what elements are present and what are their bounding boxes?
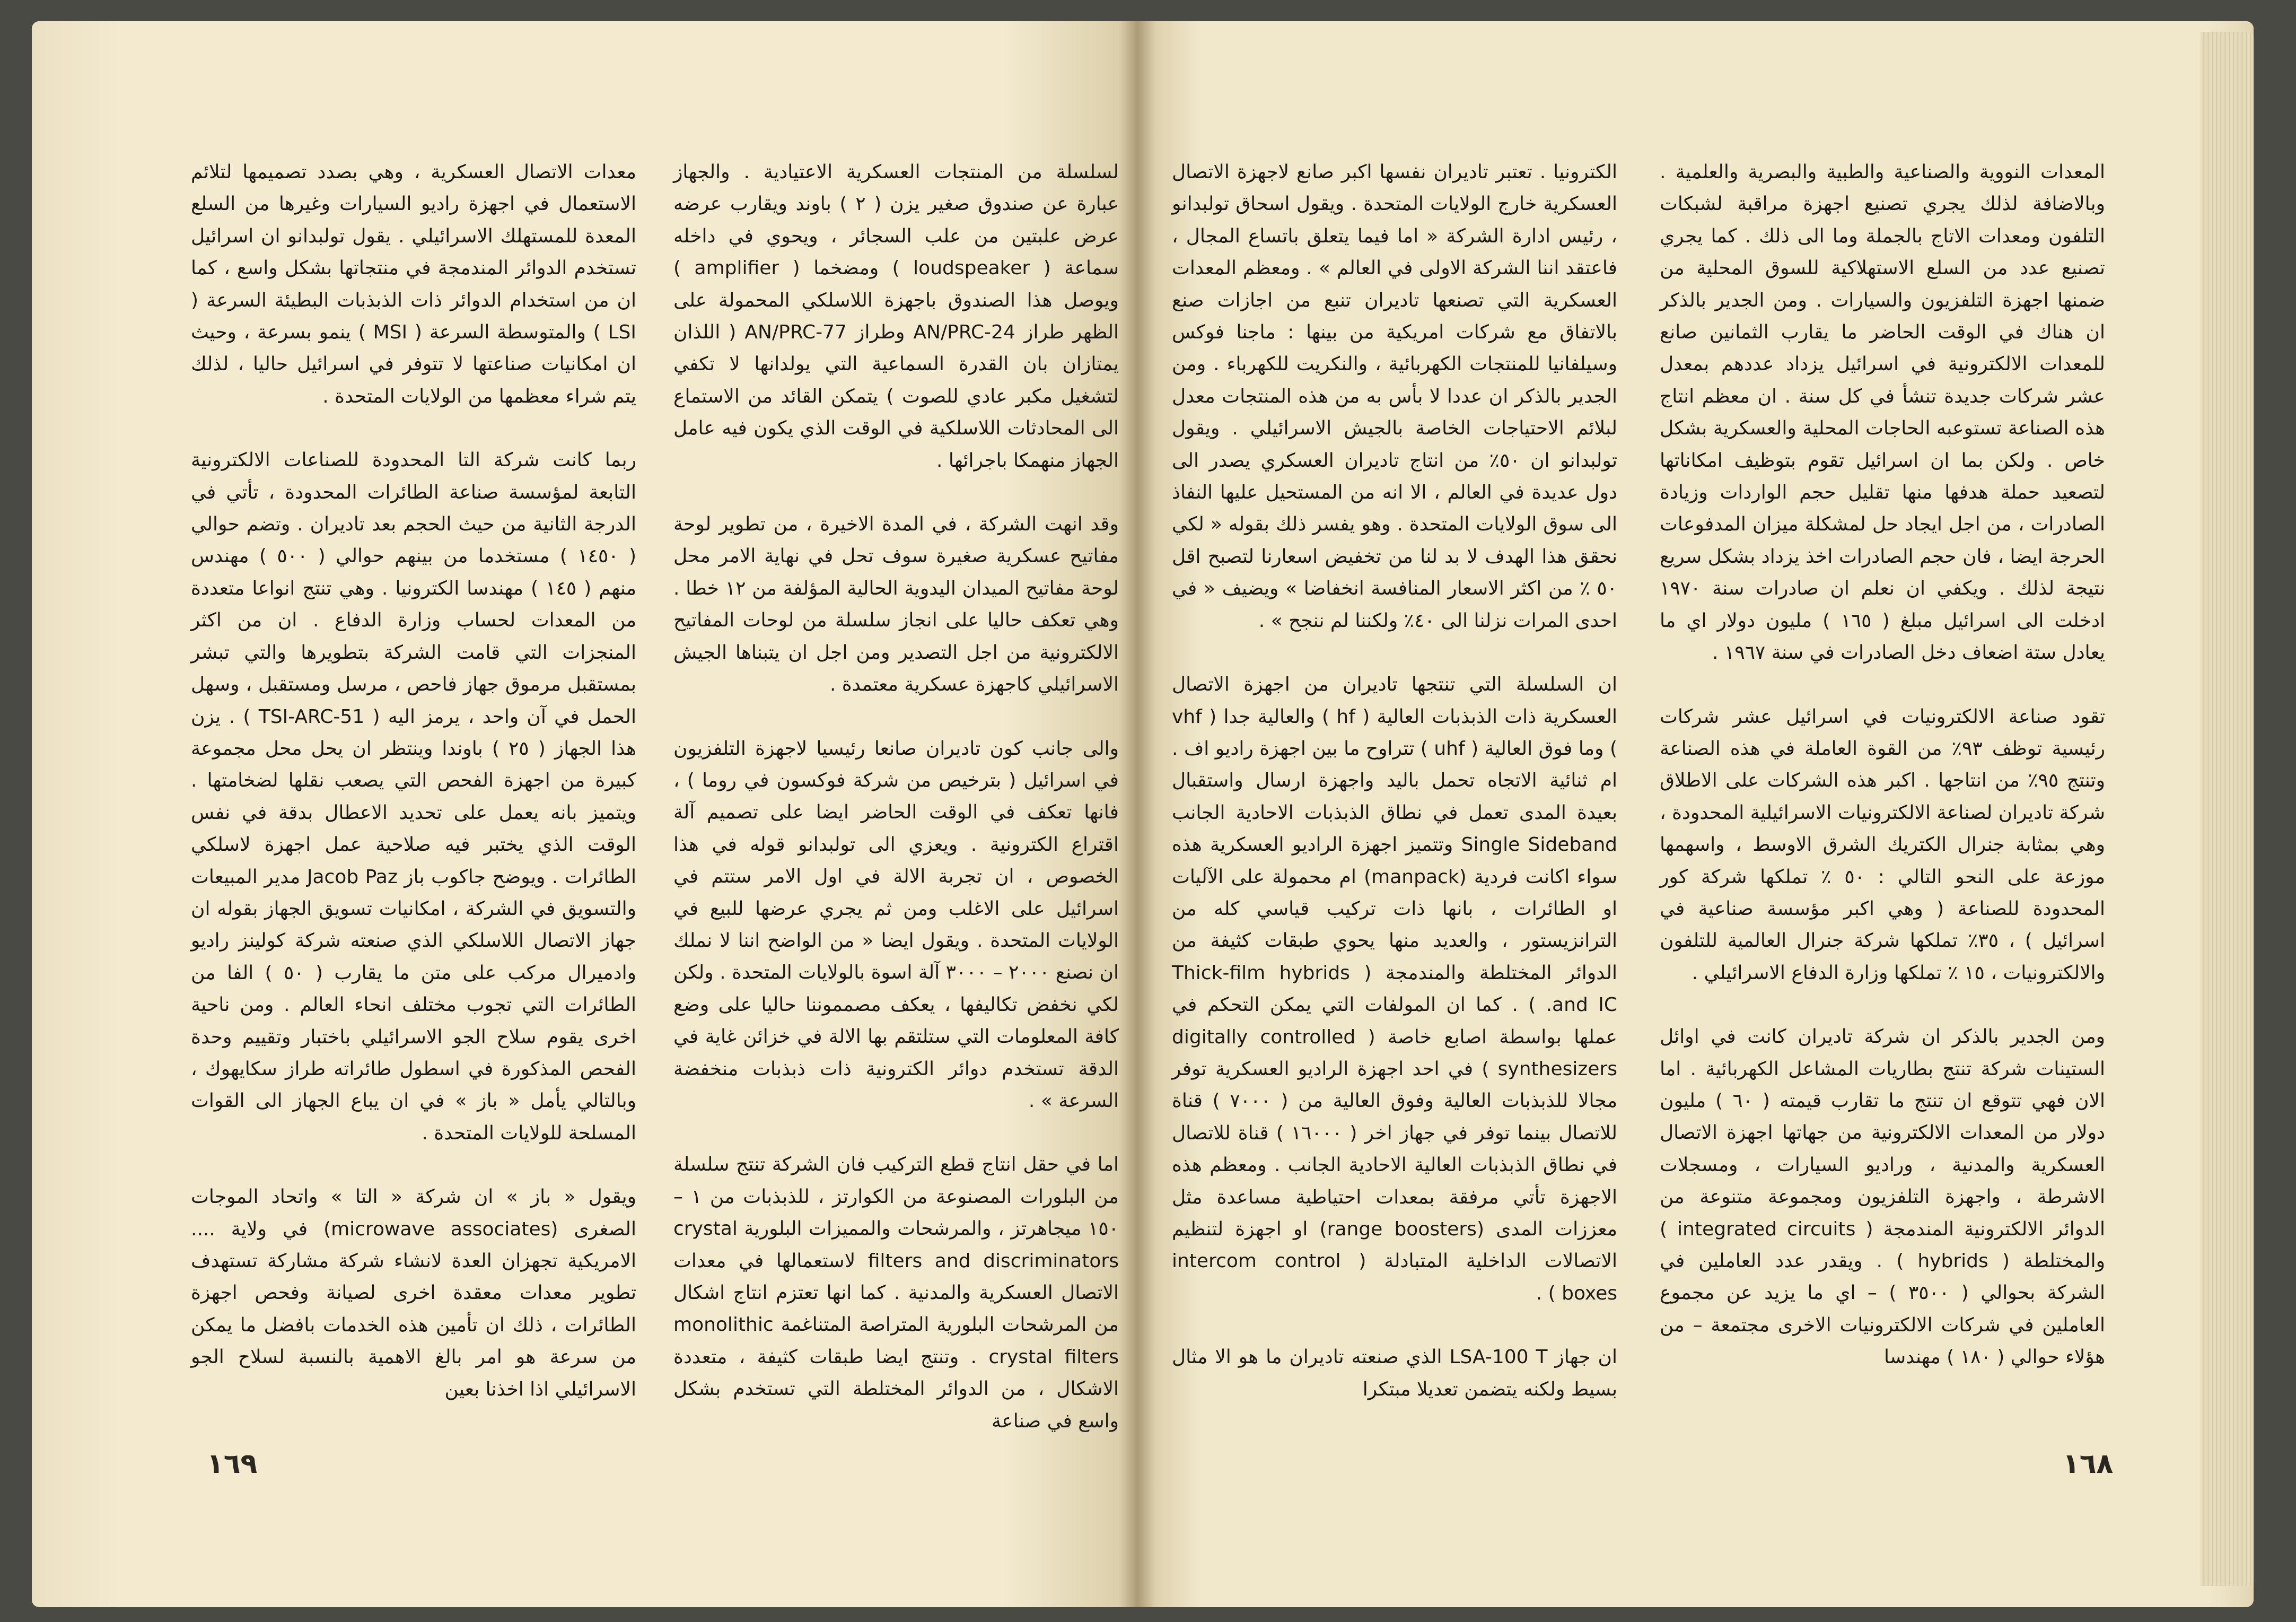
- page-number: ١٦٩: [207, 1448, 258, 1480]
- paragraph: المعدات النووية والصناعية والطبية والبصرية والعلمية . وبالاضافة لذلك يجري تصنيع اجهزة مراقبة لشبكات التلفون ومعدات الاتاج بالجملة وما الى ذلك . كما يجري تصنيع عدد من السلع الاستهلاكية للسوق المحلية من ضمنها اجهزة التلفزيون والسيارات . ومن الجدير بالذكر ان هناك في الوقت الحاضر ما يقارب الثمانين صانع للمعدات الالكترونية في اسرائيل يزداد عددهم بمعدل عشر شركات جديدة تنشأ في كل سنة . ان معظم انتاج هذه الصناعة تستوعبه الحاجات المحلية والعسكرية بشكل خاص . ولكن بما ان اسرائيل تقوم بتوظيف امكاناتها لتصعيد حملة هدفها منها تقليل حجم الواردات وزيادة الصادرات ، من اجل ايجاد حل لمشكلة ميزان المدفوعات الحرجة ايضا ، فان حجم الصادرات اخذ يزداد بشكل سريع نتيجة لذلك . ويكفي ان نعلم ان صادرات سنة ١٩٧٠ ادخلت الى اسرائيل مبلغ ( ١٦٥ ) مليون دولار اي ما يعادل ستة اضعاف دخل الصادرات في سنة ١٩٦٧ .: [1660, 161, 2106, 664]
- left-page: [32, 21, 1135, 1607]
- right-page-right-column: [1660, 156, 2105, 1392]
- paragraph: ومن الجدير بالذكر ان شركة تاديران كانت في اوائل الستينات شركة تنتج بطاريات المشاعل الكهربائية . اما الان فهي تتوقع ان تنتج ما تقارب قيمته ( ٦٠ ) مليون دولار من المعدات الالكترونية من جهاتها اجهزة الاتصال العسكرية والمدنية ، وراديو السيارات ، ومسجلات الاشرطة ، واجهزة التلفزيون ومجموعة متنوعة من الدوائر الالكترونية المندمجة ( integrated circuits ) والمختلطة ( hybrids ) . ويقدر عدد العاملين في الشركة بحوالي ( ٣٥٠٠ ) – اي ما يزيد عن مجموع العاملين في شركات الالكترونيات الاخرى مجتمعة – من هؤلاء حوالي ( ١٨٠ ) مهندسا: [1660, 1026, 2106, 1368]
- paragraph: تقود صناعة الالكترونيات في اسرائيل عشر شركات رئيسية توظف ٩٣٪ من القوة العاملة في هذه الصناعة وتنتج ٩٥٪ من انتاجها . اكبر هذه الشركات على الاطلاق شركة تاديران لصناعة الالكترونيات الاسرائيلية المحدودة ، وهي بمثابة جنرال الكتريك الشرق الاوسط ، واسهمها موزعة على النحو التالي : ٥٠ ٪ تملكها شركة كور المحدودة للصناعة ( وهي اكبر مؤسسة صناعية في اسرائيل ) ، ٣٥٪ تملكها شركة جنرال العالمية للتلفون والالكترونيات ، ١٥ ٪ تملكها وزارة الدفاع الاسرائيلي .: [1660, 705, 2105, 984]
- paragraph: ان السلسلة التي تنتجها تاديران من اجهزة الاتصال العسكرية ذات الذبذبات العالية ( hf ) والعالية جدا ( vhf ) وما فوق العالية ( uhf ) تتراوح ما بين اجهزة راديو اف . ام ثنائية الاتجاه تحمل باليد واجهزة ارسال واستقبال بعيدة المدى تعمل في نطاق الذبذبات الاحادية الجانب Single Sideband وتتميز اجهزة الراديو العسكرية هذه سواء اكانت فردية (manpack) ام محمولة على الآليات او الطائرات ، بانها ذات تركيب قياسي كله من الترانزيستور ، والعديد منها يحوي طبقات كثيفة من الدوائر المختلطة والمندمجة ( Thick-film hybrids and IC. ) . كما ان المولفات التي يمكن التحكم في عملها بواسطة اصابع خاصة ( digitally controlled synthesizers ) في احد اجهزة الراديو العسكرية توفر مجالا للذبذبات العالية وفوق العالية من ( ٧٠٠٠ ) قناة للاتصال بينما توفر في جهاز اخر ( ١٦٠٠٠ ) قناة للاتصال في نطاق الذبذبات العالية الاحادية الجانب . ومعظم هذه الاجهزة تأتي مرفقة بمعدات احتياطية مساعدة مثل معززات المدى (range boosters) او اجهزة لتنظيم الاتصالات الداخلية المتبادلة ( intercom control boxes ) .: [1172, 674, 1618, 1304]
- left-page-left-column: [191, 156, 637, 1400]
- paragraph: اما في حقل انتاج قطع التركيب فان الشركة تنتج سلسلة من البلورات المصنوعة من الكوارتز ، للذبذبات من ١ – ١٥٠ ميجاهرتز ، والمرشحات والمميزات البلورية crystal filters and discriminators لاستعمالها في معدات الاتصال العسكرية والمدنية . كما انها تعتزم انتاج اشكال من المرشحات البلورية المتراصة المتناغمة monolithic crystal filters . وتنتج ايضا طبقات كثيفة ، متعددة الاشكال ، من الدوائر المختلطة التي تستخدم بشكل واسع في صناعة: [673, 1154, 1119, 1432]
- paragraph: معدات الاتصال العسكرية ، وهي بصدد تصميمها لتلائم الاستعمال في اجهزة راديو السيارات وغيرها من السلع المعدة للمستهلك الاسرائيلي . يقول تولبدانو ان اسرائيل تستخدم الدوائر المندمجة في منتجاتها بشكل واسع ، كما ان من استخدام الدوائر ذات الذبذبات البطيئة السرعة ( LSI ) والمتوسطة السرعة ( MSI ) ينمو بسرعة ، وحيث ان امكانيات صناعتها لا تتوفر في اسرائيل حاليا ، لذلك يتم شراء معظمها من الولايات المتحدة .: [191, 161, 636, 407]
- book-gutter: [1119, 21, 1156, 1607]
- paragraph: لسلسلة من المنتجات العسكرية الاعتيادية . والجهاز عبارة عن صندوق صغير يزن ( ٢ ) باوند ويقارب عرضه عرض علبتين من علب السجائر ، ويحوي في داخله سماعة ( loudspeaker ) ومضخما ( amplifier ) ويوصل هذا الصندوق باجهزة اللاسلكي المحمولة على الظهر طراز AN/PRC-24 وطراز AN/PRC-77 ( اللذان يمتازان بان القدرة السماعية التي يولدانها لا تكفي لتشغيل مكبر عادي للصوت ) يتمكن القائد من الاستماع الى المحادثات اللاسلكية في الوقت الذي يكون فيه عامل الجهاز منهمكا باجرائها .: [673, 161, 1119, 472]
- paragraph: ان جهاز LSA-100 T الذي صنعته تاديران ما هو الا مثال بسيط ولكنه يتضمن تعديلا مبتكرا: [1172, 1346, 1617, 1400]
- right-page-left-column: [1172, 156, 1618, 1400]
- paragraph: والى جانب كون تاديران صانعا رئيسيا لاجهزة التلفزيون في اسرائيل ( بترخيص من شركة فوكسون في روما ) ، فانها تعكف في الوقت الحاضر ايضا على تصميم آلة اقتراع الكترونية . ويعزي الى تولبدانو قوله في هذا الخصوص ، ان تجربة الالة في اول الامر ستتم في اسرائيل على الاغلب ومن ثم يجري عرضها للبيع في الولايات المتحدة . ويقول ايضا « من الواضح اننا لا نملك ان نصنع ٢٠٠٠ – ٣٠٠٠ آلة اسوة بالولايات المتحدة . ولكن لكي نخفض تكاليفها ، يعكف مصمموننا حاليا على وضع كافة المعلومات التي ستلتقم بها الالة في خزائن غاية في الدقة تستخدم دوائر الكترونية ذات ذبذبات منخفضة السرعة » .: [673, 737, 1119, 1112]
- paragraph: ويقول « باز » ان شركة « التا » واتحاد الموجات الصغرى (microwave associates) في ولاية .... الامريكية تجهزان العدة لانشاء شركة مشاركة تستهدف تطوير معدات معقدة اخرى لصيانة وفحص اجهزة الطائرات ، ذلك ان تأمين هذه الخدمات بافضل ما يمكن من سرعة هو امر بالغ الاهمية بالنسبة لسلاح الجو الاسرائيلي اذا اخذنا بعين: [191, 1186, 636, 1400]
- paragraph: وقد انهت الشركة ، في المدة الاخيرة ، من تطوير لوحة مفاتيح عسكرية صغيرة سوف تحل في نهاية الامر محل لوحة مفاتيح الميدان اليدوية الحالية المؤلفة من ١٢ خطا . وهي تعكف حاليا على انجاز سلسلة من لوحات المفاتيح الالكترونية من اجل التصدير ومن اجل ان يتبناها الجيش الاسرائيلي كاجهزة عسكرية معتمدة .: [673, 513, 1119, 696]
- book-spread: [32, 21, 2254, 1607]
- left-page-right-column: [673, 156, 1119, 1432]
- page-edges: [2201, 32, 2254, 1586]
- paragraph: الكترونيا . تعتبر تاديران نفسها اكبر صانع لاجهزة الاتصال العسكرية خارج الولايات المتحدة . ويقول اسحاق تولبدانو ، رئيس ادارة الشركة « اما فيما يتعلق باتساع المجال ، فاعتقد اننا الشركة الاولى في العالم » . ومعظم المعدات العسكرية التي تصنعها تاديران تنبع من اجازات صنع بالاتفاق مع شركات امريكية من بينها : ماجنا فوكس وسيلفانيا للمنتجات الكهربائية ، والنكريت للكهرباء . ومن الجدير بالذكر ان عددا لا بأس به من هذه المنتجات معدل لبلائم الاحتياجات الخاصة بالجيش الاسرائيلي . ويقول تولبدانو ان ٥٠٪ من انتاج تاديران العسكري يصدر الى دول عديدة في العالم ، الا انه من المستحيل عليها النفاذ الى سوق الولايات المتحدة . وهو يفسر ذلك بقوله « لكي نحقق هذا الهدف لا بد لنا من تخفيض اسعارنا لتصبح اقل ٥٠ ٪ من اكثر الاسعار المنافسة انخفاضا » ويضيف « في احدى المرات نزلنا الى ٤٠٪ ولكننا لم ننجح » .: [1172, 161, 1617, 632]
- paragraph: ربما كانت شركة التا المحدودة للصناعات الالكترونية التابعة لمؤسسة صناعة الطائرات المحدودة ، تأتي في الدرجة الثانية من حيث الحجم بعد تاديران . وتضم حوالي ( ١٤٥٠ ) مستخدما من بينهم حوالي ( ٥٠٠ ) مهندس منهم ( ١٤٥ ) مهندسا الكترونيا . وهي تنتج انواعا متعددة من المعدات لحساب وزارة الدفاع . ان من اكثر المنجزات التي قامت الشركة بتطويرها والتي تبشر بمستقبل مرموق جهاز فاحص ، مرسل ومستقبل ، وسهل الحمل في آن واحد ، يرمز اليه ( TSI-ARC-51 ) . يزن هذا الجهاز ( ٢٥ ) باوندا وينتظر ان يحل محل مجموعة كبيرة من اجهزة الفحص التي يصعب نقلها لضخامتها . ويتميز بانه يعمل على تحديد الاعطال بدقة في نفس الوقت الذي يختبر فيه صلاحية عمل اجهزة لاسلكي الطائرات . ويوضح جاكوب باز Jacob Paz مدير المبيعات والتسويق في الشركة ، امكانيات تسويق الجهاز بقوله ان جهاز الاتصال اللاسلكي الذي صنعته شركة كولينز راديو وادميرال مركب على متن ما يقارب ( ٥٠ ) الفا من الطائرات التي تجوب مختلف انحاء العالم . ومن ناحية اخرى يقوم سلاح الجو الاسرائيلي باختبار وتقييم وحدة الفحص المذكورة في اسطول طائراته طراز سكايهوك ، وبالتالي يأمل « باز » في ان يباع الجهاز الى القوات المسلحة للولايات المتحدة .: [191, 449, 637, 1144]
- page-number: ١٦٨: [2063, 1448, 2114, 1480]
